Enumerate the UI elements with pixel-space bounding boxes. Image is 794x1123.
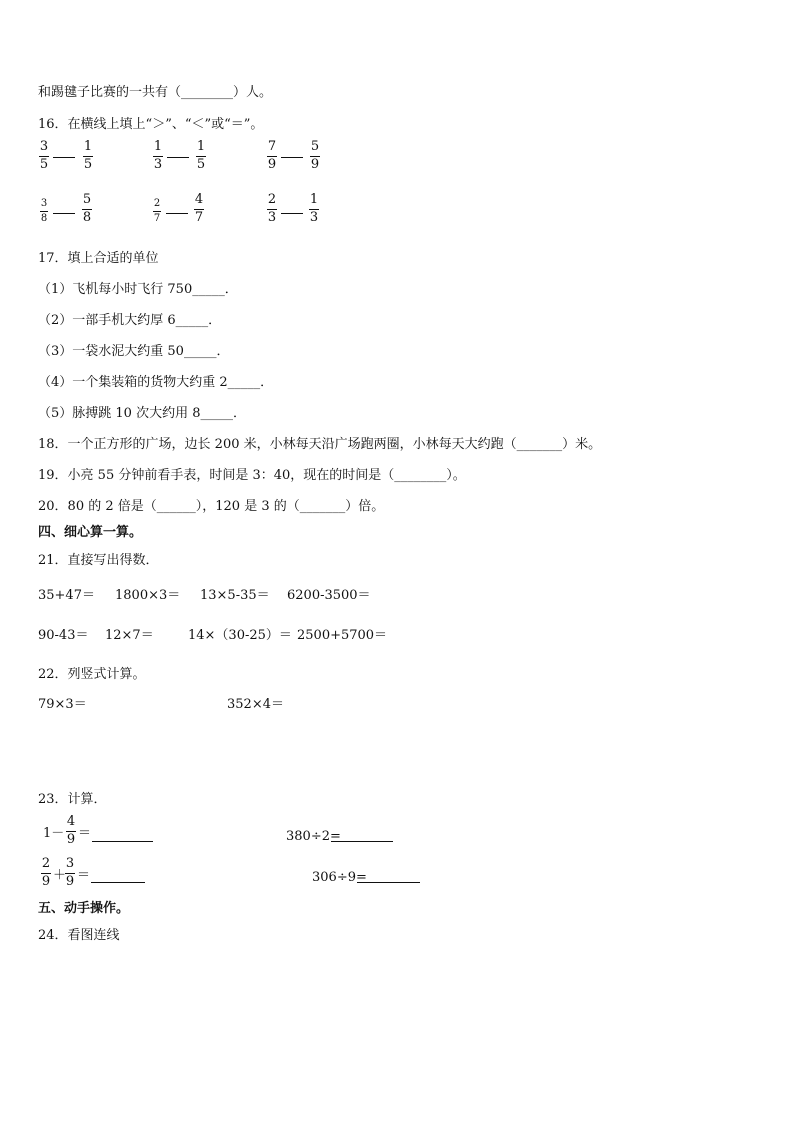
answer-blank[interactable] bbox=[167, 157, 189, 158]
calc-item: 13×5-35＝ bbox=[200, 588, 270, 603]
answer-blank[interactable] bbox=[91, 882, 145, 883]
q16-title: 16．在横线上填上“＞”、“＜”或“＝”。 bbox=[38, 117, 264, 132]
answer-blank[interactable] bbox=[281, 213, 303, 214]
q17-item: （1）飞机每小时飞行 750_____． bbox=[38, 282, 238, 297]
fraction: 1 3 bbox=[309, 192, 319, 225]
fraction: 1 5 bbox=[83, 139, 93, 172]
calc-item: 380÷2= bbox=[286, 829, 341, 844]
q17-title: 17．填上合适的单位 bbox=[38, 251, 159, 266]
q20: 20．80 的 2 倍是（______），120 是 3 的（_______）倍。 bbox=[38, 499, 385, 514]
fraction: 2 3 bbox=[267, 192, 277, 225]
q17-item: （2）一部手机大约厚 6_____． bbox=[38, 313, 222, 328]
q17-item: （4）一个集装箱的货物大约重 2_____． bbox=[38, 375, 274, 390]
q22-title: 22．列竖式计算。 bbox=[38, 667, 146, 682]
expr-prefix: 1－ bbox=[43, 826, 65, 841]
q23-title: 23．计算． bbox=[38, 792, 107, 807]
answer-blank[interactable] bbox=[53, 213, 75, 214]
fraction: 4 9 bbox=[66, 814, 76, 847]
fraction: 3 9 bbox=[65, 856, 75, 889]
calc-item: 12×7＝ bbox=[105, 628, 154, 643]
fraction: 3 8 bbox=[40, 198, 48, 224]
fraction: 2 9 bbox=[41, 856, 51, 889]
q21-title: 21．直接写出得数． bbox=[38, 553, 159, 568]
fraction: 5 9 bbox=[310, 139, 320, 172]
fraction: 1 3 bbox=[153, 139, 163, 172]
answer-blank[interactable] bbox=[53, 157, 75, 158]
section-heading: 四、细心算一算。 bbox=[38, 525, 143, 540]
fraction: 7 9 bbox=[267, 139, 277, 172]
q19: 19．小亮 55 分钟前看手表，时间是 3：40，现在的时间是（________）。 bbox=[38, 468, 466, 483]
equals-sign: ＝ bbox=[77, 868, 91, 883]
q18: 18．一个正方形的广场，边长 200 米，小林每天沿广场跑两圈，小林每天大约跑（_______）米。 bbox=[38, 437, 602, 452]
calc-item: 306÷9= bbox=[312, 870, 367, 885]
vertical-calc-item: 79×3＝ bbox=[38, 697, 87, 712]
q17-item: （5）脉搏跳 10 次大约用 8_____． bbox=[38, 406, 246, 421]
answer-blank[interactable] bbox=[92, 841, 153, 842]
equals-sign: ＝ bbox=[78, 826, 92, 841]
q17-item: （3）一袋水泥大约重 50_____． bbox=[38, 344, 230, 359]
plus-sign: ＋ bbox=[53, 868, 67, 883]
calc-item: 1800×3＝ bbox=[115, 588, 181, 603]
fraction: 4 7 bbox=[194, 192, 204, 225]
fraction: 2 7 bbox=[153, 198, 161, 224]
fraction: 3 5 bbox=[39, 139, 49, 172]
calc-item: 14×（30-25）＝ bbox=[188, 628, 292, 643]
vertical-calc-item: 352×4＝ bbox=[227, 697, 284, 712]
answer-blank[interactable] bbox=[166, 213, 188, 214]
calc-item: 90-43＝ bbox=[38, 628, 89, 643]
answer-blank[interactable] bbox=[281, 157, 303, 158]
q15-tail: 和踢毽子比赛的一共有（________）人。 bbox=[38, 85, 273, 100]
q24-title: 24．看图连线 bbox=[38, 928, 120, 943]
calc-item: 2500+5700＝ bbox=[297, 628, 388, 643]
section-heading: 五、动手操作。 bbox=[38, 901, 130, 916]
answer-blank[interactable] bbox=[357, 882, 420, 883]
calc-item: 6200-3500＝ bbox=[287, 588, 371, 603]
fraction: 5 8 bbox=[82, 192, 92, 225]
calc-item: 35+47＝ bbox=[38, 588, 95, 603]
fraction: 1 5 bbox=[196, 139, 206, 172]
answer-blank[interactable] bbox=[331, 841, 393, 842]
